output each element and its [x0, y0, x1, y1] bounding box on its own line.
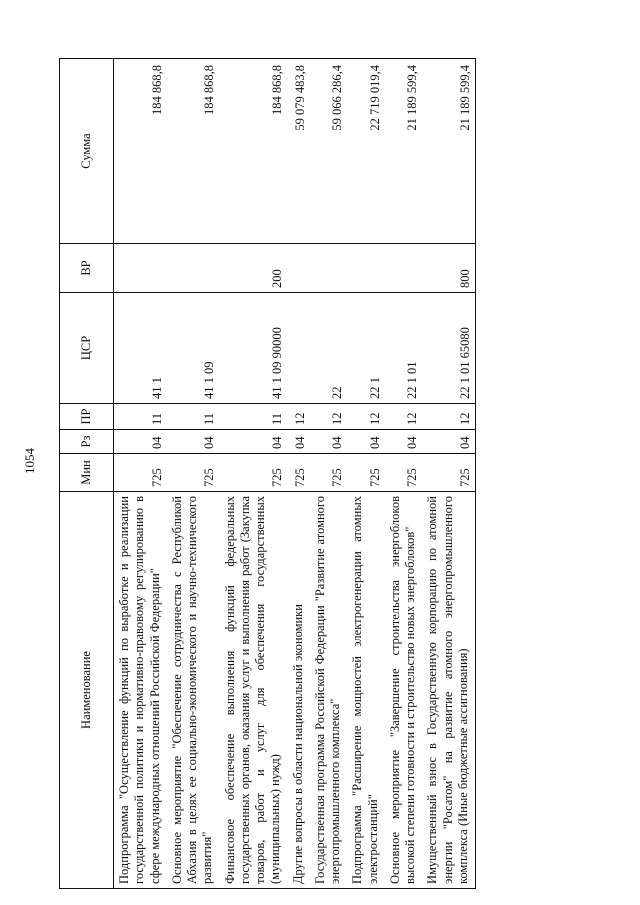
row-pr: 12	[422, 404, 475, 430]
row-sum: 21 189 599,4	[422, 59, 475, 244]
header-vr: ВР	[60, 244, 114, 293]
row-csr: 22 1 01 65080	[422, 293, 475, 404]
row-rz: 04	[385, 430, 423, 454]
budget-table-container	[59, 59, 591, 889]
table-row	[385, 59, 423, 889]
row-sum: 22 719 019,4	[347, 59, 385, 244]
row-vr: 800	[422, 244, 475, 293]
header-name: Наименование	[60, 492, 114, 889]
table-row	[167, 59, 220, 889]
page-number-text: 1054	[22, 448, 37, 474]
budget-table	[59, 58, 476, 889]
row-vr	[347, 244, 385, 293]
row-sum: 184 868,8	[167, 59, 220, 244]
row-sum: 21 189 599,4	[385, 59, 423, 244]
row-rz: 04	[422, 430, 475, 454]
row-pr: 11	[220, 404, 288, 430]
row-csr: 22 1	[347, 293, 385, 404]
row-csr: 41 1 09 90000	[220, 293, 288, 404]
row-name: Имущественный взнос в Государственную корпорацию по атомной энергии "Росатом" на развитие атомного энергопромышленного комплекса (Иные бюджетные ассигнования)	[422, 492, 475, 889]
row-name: Другие вопросы в области национальной экономики	[288, 492, 310, 889]
row-min: 725	[167, 454, 220, 492]
table-row	[310, 59, 348, 889]
row-rz: 04	[310, 430, 348, 454]
row-rz: 04	[288, 430, 310, 454]
row-min: 725	[347, 454, 385, 492]
row-csr: 41 1 09	[167, 293, 220, 404]
row-vr	[167, 244, 220, 293]
row-sum: 184 868,8	[220, 59, 288, 244]
row-sum: 184 868,8	[114, 59, 167, 244]
row-min: 725	[422, 454, 475, 492]
row-min: 725	[310, 454, 348, 492]
header-rz: Рз	[60, 430, 114, 454]
row-sum: 59 066 286,4	[310, 59, 348, 244]
row-name: Основное мероприятие "Обеспечение сотрудничества с Республикой Абхазия в целях ее социально-экономического и научно-технического развития"	[167, 492, 220, 889]
row-min: 725	[220, 454, 288, 492]
row-pr: 12	[310, 404, 348, 430]
row-min: 725	[114, 454, 167, 492]
rotated-page	[59, 59, 591, 889]
row-csr: 22 1 01	[385, 293, 423, 404]
row-sum: 59 079 483,8	[288, 59, 310, 244]
row-csr: 41 1	[114, 293, 167, 404]
header-min: Мин	[60, 454, 114, 492]
row-pr: 12	[347, 404, 385, 430]
header-csr: ЦСР	[60, 293, 114, 404]
row-name: Основное мероприятие "Завершение строительства энергоблоков высокой степени готовности и строительство новых энергоблоков"	[385, 492, 423, 889]
row-min: 725	[385, 454, 423, 492]
row-csr	[288, 293, 310, 404]
row-csr: 22	[310, 293, 348, 404]
table-row	[288, 59, 310, 889]
row-pr: 11	[114, 404, 167, 430]
table-row	[422, 59, 475, 889]
row-vr	[288, 244, 310, 293]
row-vr: 200	[220, 244, 288, 293]
header-pr: ПР	[60, 404, 114, 430]
table-row	[347, 59, 385, 889]
row-rz: 04	[347, 430, 385, 454]
row-rz: 04	[220, 430, 288, 454]
row-rz: 04	[167, 430, 220, 454]
row-vr	[114, 244, 167, 293]
row-name: Государственная программа Российской Федерации "Развитие атомного энергопромышленного комплекса"	[310, 492, 348, 889]
row-name: Подпрограмма "Осуществление функций по выработке и реализации государственной политики и нормативно-правовому регулированию в сфере международных отношений Российской Федерации"	[114, 492, 167, 889]
row-vr	[385, 244, 423, 293]
row-rz: 04	[114, 430, 167, 454]
page-number	[20, 441, 40, 481]
row-name: Финансовое обеспечение выполнения функций федеральных государственных органов, оказания услуг и выполнения работ (Закупка товаров, работ и услуг для обеспечения государственных (муниципальных) нужд)	[220, 492, 288, 889]
row-min: 725	[288, 454, 310, 492]
row-name: Подпрограмма "Расширение мощностей электрогенерации атомных электростанций"	[347, 492, 385, 889]
table-header-row	[60, 59, 114, 889]
row-pr: 12	[288, 404, 310, 430]
table-row	[114, 59, 167, 889]
table-row	[220, 59, 288, 889]
row-vr	[310, 244, 348, 293]
row-pr: 12	[385, 404, 423, 430]
row-pr: 11	[167, 404, 220, 430]
header-sum: Сумма	[60, 59, 114, 244]
